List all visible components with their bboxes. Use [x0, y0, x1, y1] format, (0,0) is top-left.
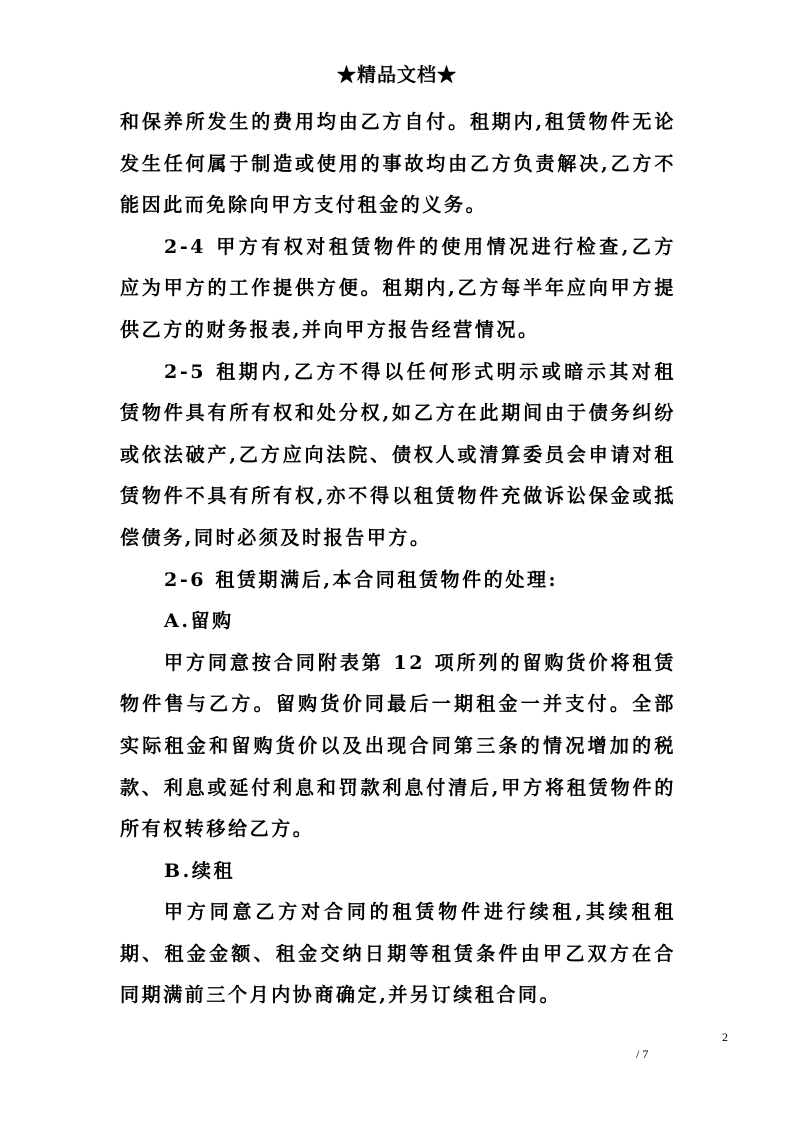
- section-heading: A.留购: [164, 610, 234, 633]
- paragraph: 2-6 租赁期满后,本合同租赁物件的处理:: [164, 568, 559, 591]
- page-number: 2: [722, 1030, 728, 1044]
- paragraph: 2-4 甲方有权对租赁物件的使用情况进行检查,乙方应为甲方的工作提供方便。租期内,乙方每半年应向甲方提供乙方的财务报表,并向甲方报告经营情况。: [120, 235, 676, 341]
- section-heading: B.续租: [164, 859, 236, 882]
- document-body: [120, 102, 676, 1017]
- paragraph: 2-5 租期内,乙方不得以任何形式明示或暗示其对租赁物件具有所有权和处分权,如乙方在此期间由于债务纠纷或依法破产,乙方应向法院、债权人或清算委员会申请对租赁物件不具有所有权,亦不得以租赁物件充做诉讼保金或抵偿债务,同时必须及时报告甲方。: [120, 360, 676, 549]
- page-total: / 7: [636, 1047, 649, 1061]
- paragraph: 甲方同意乙方对合同的租赁物件进行续租,其续租租期、租金金额、租金交纳日期等租赁条件由甲乙双方在合同期满前三个月内协商确定,并另订续租合同。: [120, 901, 676, 1007]
- page-header-title: ★精品文档★: [336, 64, 457, 86]
- paragraph: 和保养所发生的费用均由乙方自付。租期内,租赁物件无论发生任何属于制造或使用的事故均由乙方负责解决,乙方不能因此而免除向甲方支付租金的义务。: [120, 111, 676, 217]
- paragraph: 甲方同意按合同附表第 12 项所列的留购货价将租赁物件售与乙方。留购货价同最后一期租金一并支付。全部实际租金和留购货价以及出现合同第三条的情况增加的税款、利息或延付利息和罚款利息付清后,甲方将租赁物件的所有权转移给乙方。: [120, 651, 676, 841]
